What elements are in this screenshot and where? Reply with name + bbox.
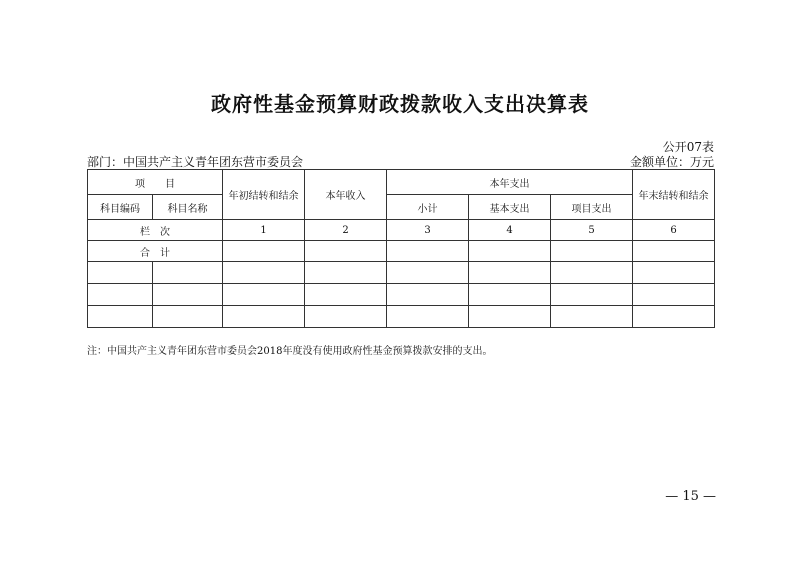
sequence-cell: 1: [223, 220, 305, 241]
table-cell: [153, 306, 223, 328]
header-current-income: 本年收入: [305, 170, 387, 220]
table-cell: [387, 262, 469, 284]
footnote: 注：中国共产主义青年团东营市委员会2018年度没有使用政府性基金预算拨款安排的支出。: [87, 346, 493, 357]
table-cell: [305, 262, 387, 284]
table-cell: [88, 262, 153, 284]
form-number: 公开07表: [662, 140, 714, 154]
table-cell: [387, 284, 469, 306]
table-cell: [633, 306, 715, 328]
header-project-expense: 项目支出: [551, 195, 633, 220]
page-title: 政府性基金预算财政拨款收入支出决算表: [211, 92, 589, 116]
table-cell: [551, 262, 633, 284]
table-cell: [387, 306, 469, 328]
table-cell: [305, 284, 387, 306]
table-cell: [469, 284, 551, 306]
table-row: [88, 262, 715, 284]
header-subject-name: 科目名称: [153, 195, 223, 220]
total-cell: [469, 241, 551, 262]
amount-unit-label: 金额单位：万元: [629, 155, 714, 169]
total-cell: [387, 241, 469, 262]
table-cell: [551, 284, 633, 306]
sequence-cell: 4: [469, 220, 551, 241]
table-cell: [633, 284, 715, 306]
total-row: [88, 241, 715, 262]
fund-table: [87, 169, 715, 328]
table-cell: [223, 262, 305, 284]
table-cell: [88, 306, 153, 328]
sequence-cell: 6: [633, 220, 715, 241]
table-row: [88, 284, 715, 306]
sequence-cell: 5: [551, 220, 633, 241]
header-row-2: [88, 195, 715, 220]
table-cell: [469, 306, 551, 328]
total-cell: [223, 241, 305, 262]
table-cell: [305, 306, 387, 328]
sequence-label: 栏 次: [88, 220, 223, 241]
total-cell: [305, 241, 387, 262]
header-item: 项 目: [88, 170, 223, 195]
sequence-cell: 3: [387, 220, 469, 241]
header-subject-code: 科目编码: [88, 195, 153, 220]
header-current-expense: 本年支出: [387, 170, 633, 195]
table-cell: [153, 262, 223, 284]
department-label: 部门：中国共产主义青年团东营市委员会: [87, 155, 304, 169]
table-cell: [223, 306, 305, 328]
table-cell: [633, 262, 715, 284]
header-begin-balance: 年初结转和结余: [223, 170, 305, 220]
table-cell: [88, 284, 153, 306]
header-end-balance: 年末结转和结余: [633, 170, 715, 220]
header-subtotal: 小计: [387, 195, 469, 220]
column-sequence-row: [88, 220, 715, 241]
table-cell: [469, 262, 551, 284]
total-cell: [551, 241, 633, 262]
total-label: 合 计: [88, 241, 223, 262]
table-cell: [551, 306, 633, 328]
table-row: [88, 306, 715, 328]
table-cell: [153, 284, 223, 306]
header-basic-expense: 基本支出: [469, 195, 551, 220]
header-row-1: [88, 170, 715, 195]
sequence-cell: 2: [305, 220, 387, 241]
total-cell: [633, 241, 715, 262]
table-cell: [223, 284, 305, 306]
page-number: — 15 —: [665, 489, 716, 504]
